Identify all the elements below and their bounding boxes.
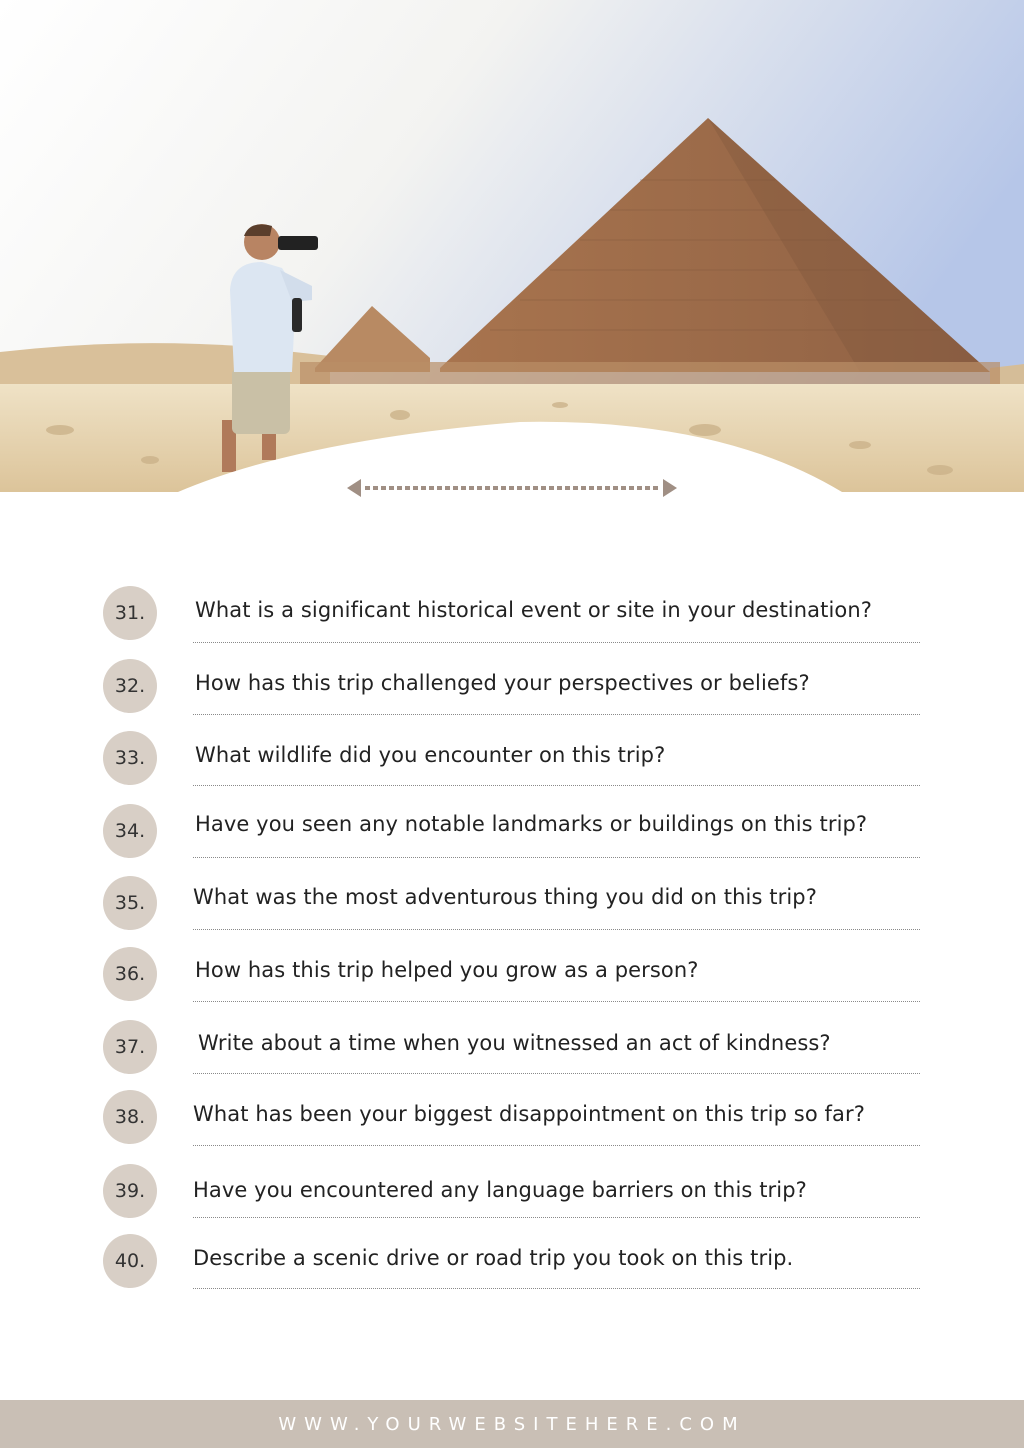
question-text: How has this trip helped you grow as a person? [195,958,699,982]
question-text: Have you seen any notable landmarks or buildings on this trip? [195,812,868,836]
answer-line[interactable] [193,1288,920,1289]
question-text: What was the most adventurous thing you did on this trip? [193,885,817,909]
question-number-badge: 33. [103,731,157,785]
question-number-badge: 32. [103,659,157,713]
question-text: What is a significant historical event or site in your destination? [195,598,872,622]
answer-line[interactable] [193,714,920,715]
answer-line[interactable] [193,857,920,858]
answer-line[interactable] [193,785,920,786]
website-link[interactable]: WWW.YOURWEBSITEHERE.COM [278,1413,746,1435]
question-text: Have you encountered any language barriers on this trip? [193,1178,807,1202]
answer-line[interactable] [193,1001,920,1002]
question-number-badge: 38. [103,1090,157,1144]
answer-line[interactable] [193,1073,920,1074]
answer-line[interactable] [193,1145,920,1146]
question-text: How has this trip challenged your perspectives or beliefs? [195,671,810,695]
question-text: Describe a scenic drive or road trip you took on this trip. [193,1246,794,1270]
question-number-badge: 34. [103,804,157,858]
answer-line[interactable] [193,929,920,930]
question-text: What wildlife did you encounter on this trip? [195,743,666,767]
question-number-badge: 31. [103,586,157,640]
question-text: Write about a time when you witnessed an act of kindness? [198,1031,831,1055]
answer-line[interactable] [193,642,920,643]
question-text: What has been your biggest disappointment on this trip so far? [193,1102,865,1126]
footer-bar [0,1400,1024,1448]
question-number-badge: 36. [103,947,157,1001]
answer-line[interactable] [193,1217,920,1218]
question-number-badge: 37. [103,1020,157,1074]
question-number-badge: 35. [103,876,157,930]
question-number-badge: 40. [103,1234,157,1288]
question-number-badge: 39. [103,1164,157,1218]
